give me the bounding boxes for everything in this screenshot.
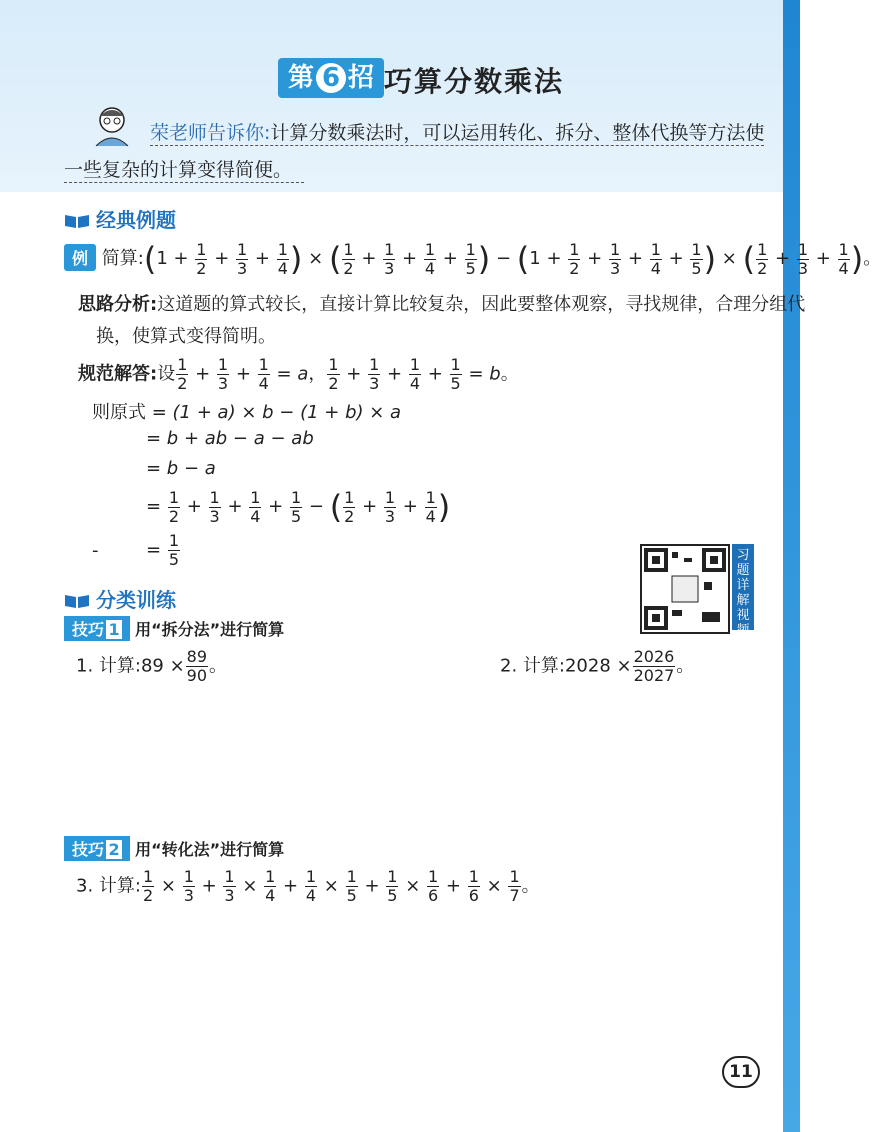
- solution-step-1: 则原式 = (1 + a) × b − (1 + b) × a: [92, 402, 402, 423]
- skill-2-tag: 技巧 2: [64, 836, 130, 861]
- page-number: 11: [722, 1056, 760, 1088]
- example-expression: 例 简算:(1 + $\frac{1}{2}$ + $\frac{1}{3}$ + $\frac{1}{4}$ ) × ( $\frac{1}{2}$ + $\frac{1}{3}$ + $\frac{1}{4}$ + $\frac{1}{5}$ ) − (1 + $\frac{1}{2}$ + $\frac{1}{3}$ + $\frac{1}{4}$ + $\frac{1}{5}$ ) × ( $\frac{1}{2}$ + $\frac{1}{3}$ + $\frac{1}{4}$ )。: [64, 240, 881, 278]
- skill-2: 技巧 2 用“转化法”进行简算: [64, 836, 284, 861]
- qr-label: 习题详解视频: [732, 544, 754, 630]
- skill-1-tag: 技巧 1: [64, 616, 130, 641]
- solution-step-2: = b + ab − a − ab: [146, 428, 314, 449]
- teacher-avatar-icon: [88, 102, 136, 146]
- solution-setup: 规范解答:设 $\frac{1}{2}$ + $\frac{1}{3}$ + $\frac{1}{4}$ = a， $\frac{1}{2}$ + $\frac{1}{3}$ + $\frac{1}{4}$ + $\frac{1}{5}$ = b。: [78, 355, 519, 393]
- solution-result: = $\frac{1}{5}$: [146, 531, 179, 569]
- section-training: 分类训练: [64, 584, 176, 613]
- solution-step-4: = $\frac{1}{2}$ + $\frac{1}{3}$ + $\frac{1}{4}$ + $\frac{1}{5}$ − ( $\frac{1}{2}$ + $\frac{1}{3}$ + $\frac{1}{4}$ ): [146, 487, 451, 526]
- qr-pattern-icon: [642, 546, 728, 632]
- qr-code[interactable]: [640, 544, 730, 634]
- lesson-badge: 第 6 招: [278, 58, 384, 98]
- lesson-number: 6: [316, 63, 346, 93]
- problem-1: 1. 计算:89 × $\frac{89}{90}$ 。: [76, 647, 228, 685]
- page-edge-bar: [783, 0, 800, 1132]
- book-icon: [64, 213, 90, 229]
- page-title: 巧算分数乘法: [384, 65, 565, 98]
- section-classic: 经典例题: [64, 204, 176, 233]
- tip-line-1: 荣老师告诉你:计算分数乘法时，可以运用转化、拆分、整体代换等方法使: [150, 118, 764, 146]
- analysis-line-1: 思路分析:这道题的算式较长，直接计算比较复杂，因此要整体观察，寻找规律，合理分组代: [78, 294, 806, 315]
- solution-step-3: = b − a: [146, 458, 216, 479]
- solution-dash: -: [92, 540, 99, 561]
- book-icon: [64, 593, 90, 609]
- example-tag: 例: [64, 244, 96, 271]
- analysis-line-2: 换，使算式变得简明。: [96, 326, 276, 347]
- problem-3: 3. 计算: $\frac{1}{2}$ × $\frac{1}{3}$ + $\frac{1}{3}$ × $\frac{1}{4}$ + $\frac{1}{4}$ × $\frac{1}{5}$ + $\frac{1}{5}$ × $\frac{1}{6}$ + $\frac{1}{6}$ × $\frac{1}{7}$ 。: [76, 867, 540, 905]
- skill-1: 技巧 1 用“拆分法”进行简算: [64, 616, 284, 641]
- problem-2: 2. 计算:2028 × $\frac{2026}{2027}$ 。: [500, 647, 695, 685]
- tip-line-2: 一些复杂的计算变得简便。: [64, 155, 304, 183]
